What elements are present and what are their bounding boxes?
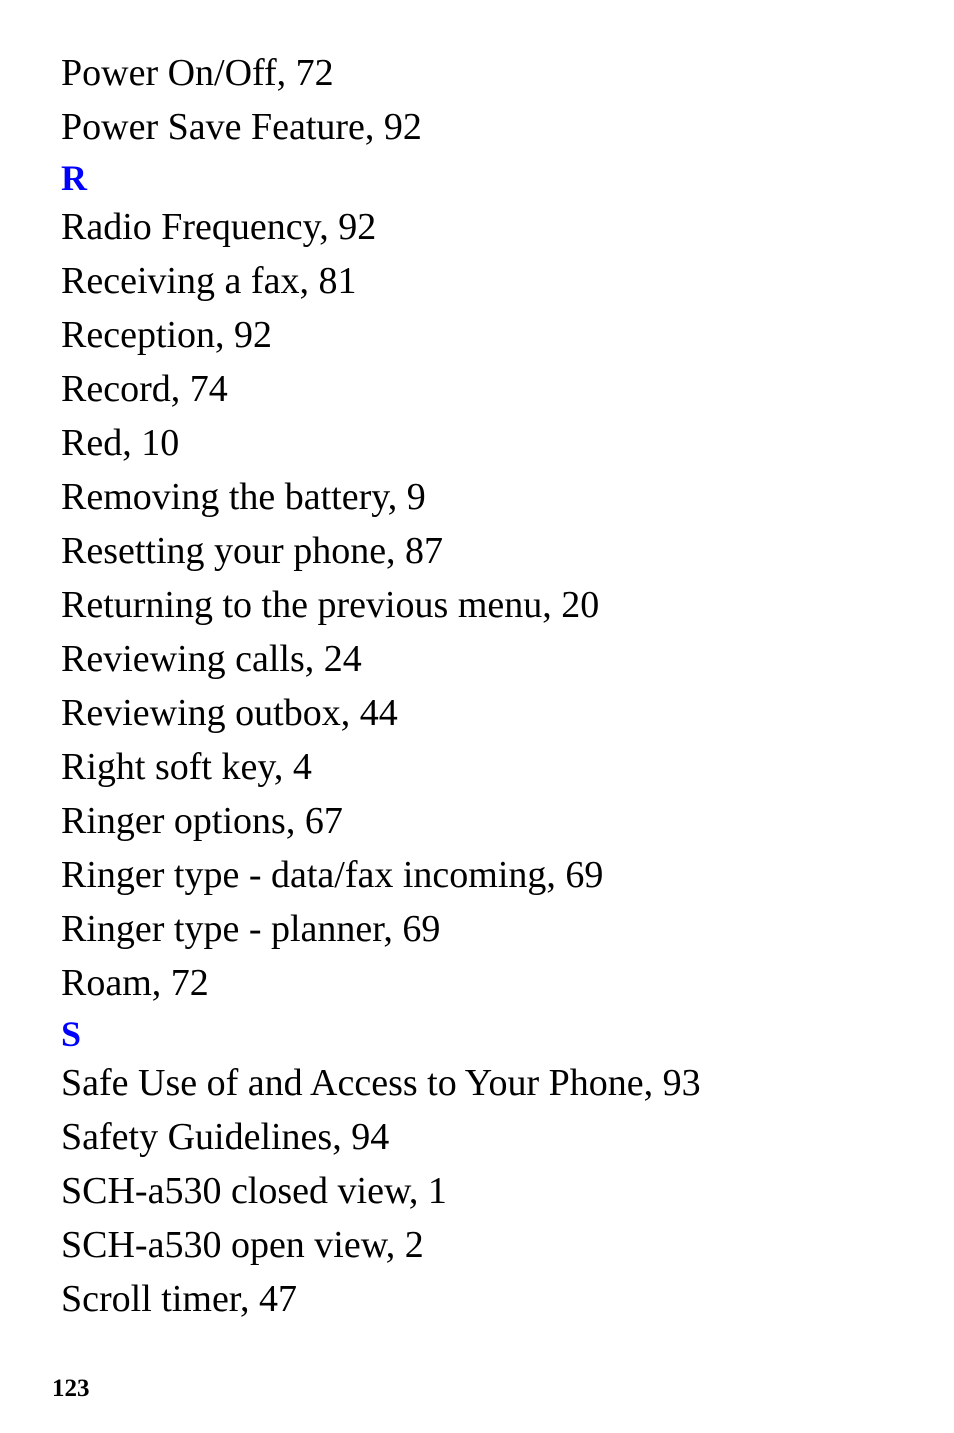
index-entry: Ringer type - planner, 69 <box>61 908 441 950</box>
index-entry: SCH-a530 open view, 2 <box>61 1224 424 1266</box>
index-entry: Receiving a fax, 81 <box>61 260 357 302</box>
index-entry: Safety Guidelines, 94 <box>61 1116 390 1158</box>
index-list <box>61 46 921 1326</box>
index-entry: Right soft key, 4 <box>61 746 312 788</box>
page-number: 123 <box>52 1375 90 1402</box>
index-entry: Reviewing calls, 24 <box>61 638 362 680</box>
index-entry: Scroll timer, 47 <box>61 1278 297 1320</box>
index-entry: Removing the battery, 9 <box>61 476 426 518</box>
index-entry: Power Save Feature, 92 <box>61 106 422 148</box>
index-entry: Reviewing outbox, 44 <box>61 692 398 734</box>
index-entry: Ringer options, 67 <box>61 800 343 842</box>
index-entry: Reception, 92 <box>61 314 273 356</box>
index-entry: Roam, 72 <box>61 962 209 1004</box>
section-letter-s: S <box>61 1014 82 1054</box>
index-entry: SCH-a530 closed view, 1 <box>61 1170 447 1212</box>
index-entry: Resetting your phone, 87 <box>61 530 444 572</box>
index-entry: Red, 10 <box>61 422 180 464</box>
index-entry: Safe Use of and Access to Your Phone, 93 <box>61 1062 701 1104</box>
index-entry: Record, 74 <box>61 368 228 410</box>
index-entry: Ringer type - data/fax incoming, 69 <box>61 854 604 896</box>
index-entry: Power On/Off, 72 <box>61 52 334 94</box>
index-entry: Returning to the previous menu, 20 <box>61 584 600 626</box>
section-letter-r: R <box>61 158 87 198</box>
index-entry: Radio Frequency, 92 <box>61 206 377 248</box>
